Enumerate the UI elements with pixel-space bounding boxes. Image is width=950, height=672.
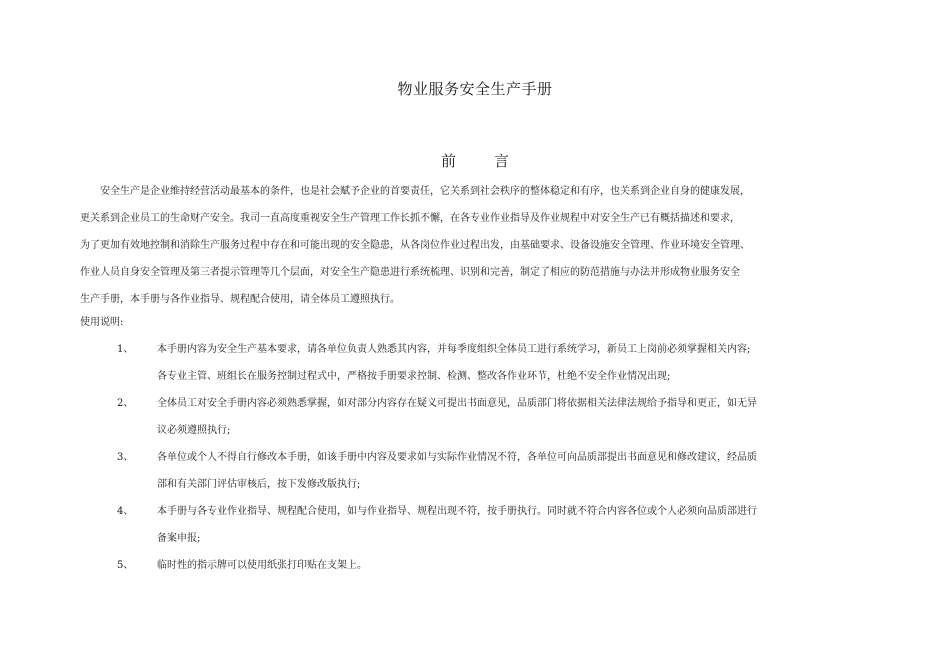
usage-item-text <box>157 552 797 579</box>
usage-item-line: 议必须遵照执行; <box>157 425 231 436</box>
usage-item-text <box>157 444 797 498</box>
usage-item <box>0 552 950 579</box>
usage-item <box>0 336 950 390</box>
usage-item-line: 备案申报; <box>157 533 201 544</box>
intro-line: 为了更加有效地控制和消除生产服务过程中存在和可能出现的安全隐患，从各岗位作业过程出发，由基础要求、设备设施安全管理、作业环境安全管理、 <box>80 240 750 251</box>
usage-item-number: 2、 <box>117 398 134 409</box>
usage-item-text <box>157 336 797 390</box>
usage-item-line: 本手册内容为安全生产基本要求，请各单位负责人熟悉其内容，并每季度组织全体员工进行系统学习，新员工上岗前必须掌握相关内容; <box>157 344 751 355</box>
usage-item-line: 各单位或个人不得自行修改本手册，如该手册中内容及要求如与实际作业情况不符，各单位可向品质部提出书面意见和修改建议，经品质 <box>157 452 757 463</box>
preface-heading-left: 前 <box>440 152 456 170</box>
usage-item <box>0 390 950 444</box>
usage-label: 使用说明: <box>80 317 124 328</box>
usage-item-line: 临时性的指示牌可以使用纸张打印贴在支架上。 <box>157 560 367 571</box>
intro-line: 作业人员自身安全管理及第三者提示管理等几个层面，对安全生产隐患进行系统梳理、识别和完善，制定了相应的防范措施与办法并形成物业服务安全 <box>80 267 740 278</box>
usage-item-line: 部和有关部门评估审核后，按下发修改版执行; <box>157 479 361 490</box>
usage-item-number: 4、 <box>117 506 134 517</box>
usage-item <box>0 498 950 552</box>
usage-item-line: 本手册与各专业作业指导、规程配合使用，如与作业指导、规程出现不符，按手册执行。同时就不符合内容各位或个人必须向品质部进行 <box>157 506 757 517</box>
intro-line: 安全生产是企业维持经营活动最基本的条件，也是社会赋予企业的首要责任，它关系到社会秩序的整体稳定和有序，也关系到企业自身的健康发展， <box>100 186 750 197</box>
usage-list <box>0 336 950 579</box>
document-title: 物业服务安全生产手册 <box>397 80 553 98</box>
usage-item-line: 各专业主管、班组长在服务控制过程式中，严格按手册要求控制、检测、整改各作业环节，杜绝不安全作业情况出现; <box>157 371 671 382</box>
usage-item-text <box>157 498 797 552</box>
usage-item <box>0 444 950 498</box>
intro-line: 更关系到企业员工的生命财产安全。我司一直高度重视安全生产管理工作长抓不懈，在各专业作业指导及作业规程中对安全生产已有概括描述和要求， <box>80 213 740 224</box>
preface-heading <box>0 150 950 171</box>
usage-item-line: 全体员工对安全手册内容必须熟悉掌握，如对部分内容存在疑义可提出书面意见，品质部门将依据相关法律法规给予指导和更正，如无异 <box>157 398 757 409</box>
usage-item-text <box>157 390 797 444</box>
usage-item-number: 5、 <box>117 560 134 571</box>
preface-paragraph <box>80 178 795 313</box>
usage-item-number: 3、 <box>117 452 134 463</box>
usage-item-number: 1、 <box>117 344 134 355</box>
preface-heading-right: 言 <box>494 152 510 170</box>
intro-line: 生产手册，本手册与各作业指导、规程配合使用，请全体员工遵照执行。 <box>80 294 400 305</box>
